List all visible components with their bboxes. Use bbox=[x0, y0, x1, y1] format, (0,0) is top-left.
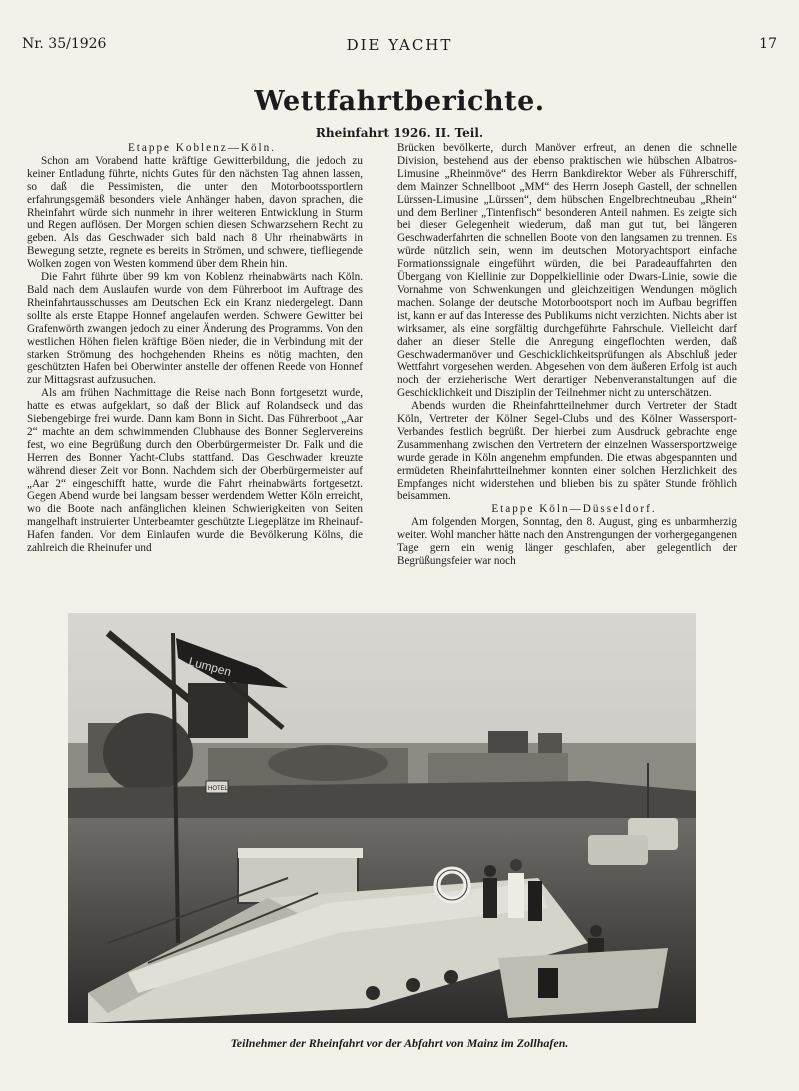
paragraph: Schon am Vorabend hatte kräftige Gewitterbildung, die jedoch zu keiner Entladung führte, nichts Gutes für den nächsten Tag ahnen lassen, so daß die Pessimisten, die unter den Motorbootssportlern erfahrungsgemäß besonders viele Anhänger haben, davon sprachen, die Rheinfahrt würde sich nunmehr in ihrer weiteren Entwicklung in Sturm und Regen auflösen. Der Morgen schien diesen Schwarzsehern Recht zu geben. Als das Geschwader sich bald nach 8 Uhr rheinabwärts in Bewegung setzte, regnete es bereits in Strömen, und schwere, tiefliegende Wolken zogen von Westen kommend über dem Rhein hin. bbox=[27, 154, 363, 271]
article-subtitle: Rheinfahrt 1926. II. Teil. bbox=[315, 126, 484, 140]
stage-heading: Etappe Koblenz—Köln. bbox=[127, 142, 277, 154]
magazine-name: DIE YACHT bbox=[346, 36, 453, 54]
left-text-column bbox=[27, 142, 363, 602]
photo-caption: Teilnehmer der Rheinfahrt vor der Abfahrt von Mainz im Zollhafen. bbox=[230, 1036, 569, 1050]
paragraph: Brücken bevölkerte, durch Manöver erfreut, an denen die schnelle Division, bestehend aus der ebenso praktischen wie hübschen Albatros-Limusine „Rheinmöve“ des Herrn Bankdirektor Weber als Führerschiff, dem Mainzer Schnellboot „MM“ des Herrn Joseph Gastell, der schnellen Lürssen-Limusine „Lürssen“, dem hübschen Engelbrechtneubau „Rhein“ und dem Berliner „Tintenfisch“ besonderen Anteil nahmen. Es zeigte sich bei dieser Gelegenheit wiederum, daß man gut tut, bei längeren Geschwaderfahrten die schnellen Boote von den langsamen zu trennen. Es würde nützlich sein, wenn im deutschen Motoryachtsport einfache Formationssignale eingeführt würden, die bei Paradeauffahrten den Übergang von Kiellinie zur Doppelkiellinie oder Dwars-Linie, sowie die Vornahme von Schwenkungen und gleichzeitigen Wendungen möglich machen. Solange der deutsche Motorbootsport noch im Aufbau begriffen ist, kann er auf das Interesse des Publikums nicht verzichten. Nichts aber ist wirksamer, als eine sorgfältig durchgeführte Fahrschule. Vielleicht darf daher an dieser Stelle die Anregung eingeflochten werden, daß Geschwadermanöver und Geschicklichkeitsprüfungen als Abschluß jeder Wettfahrt vorgesehen werden. Abgesehen von dem äußeren Erfolg ist auch noch der erzieherische Wert derartiger Nebenveranstaltungen auf die Geschicklichkeit und Disziplin der Teilnehmer nicht zu unterschätzen. bbox=[397, 142, 737, 400]
harbor-photo bbox=[68, 613, 696, 1023]
flag-text: Lumpen bbox=[187, 654, 233, 680]
article-title: Wettfahrtberichte. bbox=[254, 86, 545, 117]
page-number: 17 bbox=[759, 36, 777, 52]
sign-text: HOTEL bbox=[208, 786, 229, 792]
page-header bbox=[22, 36, 777, 56]
stage-heading: Etappe Köln—Düsseldorf. bbox=[491, 503, 657, 516]
right-text-column bbox=[397, 142, 737, 602]
paragraph: Am folgenden Morgen, Sonntag, den 8. August, ging es unbarmherzig weiter. Wohl mancher hätte nach den Anstrengungen der vorhergegangenen Tage gern ein wenig länger geschlafen, aber gelegentlich der Begrüßungsfeier war noch bbox=[397, 516, 737, 567]
harbor-photo-image bbox=[68, 613, 696, 1023]
paragraph: Abends wurden die Rheinfahrtteilnehmer durch Vertreter der Stadt Köln, Vertreter der Kölner Segel-Clubs und des Kölner Wassersport-Verbandes festlich begrüßt. Der hierbei zum Ausdruck gebrachte enge Zusammenhang zwischen den Vertretern der einzelnen Wassersportzweige wurde gerade in Köln angenehm empfunden. Die etwas abgespannten und ermüdeten Rheinfahrtteilnehmer konnten einer solchen Herzlichkeit des Empfanges nicht widerstehen und blieben bis zu später Stunde fröhlich beisammen. bbox=[397, 400, 737, 503]
paragraph: Die Fahrt führte über 99 km von Koblenz rheinabwärts nach Köln. Bald nach dem Auslaufen wurde von dem Führerboot im Auftrage des Rheinfahrtausschusses am Deutschen Eck ein Kranz niedergelegt. Dann sollte als erste Etappe Honnef angelaufen werden. Schwere Gewitter bei Grafenwörth zwangen jedoch zu einer Änderung des Programms. Von den westlichen Höhen fielen kräftige Böen nieder, die in Verbindung mit der starken Strömung des hochgehenden Rheins es nötig machten, den geschützten Hafen bei Oberwinter anstelle der offenen Reede von Honnef zur Mittagsrast aufzusuchen. bbox=[27, 271, 363, 387]
paragraph: Als am frühen Nachmittage die Reise nach Bonn fortgesetzt wurde, hatte es etwas aufgeklart, so daß der Blick auf Rolandseck und das Siebengebirge frei wurde. Dann kam Bonn in Sicht. Das Führerboot „Aar 2“ machte an dem schwimmenden Clubhause des Bonner Seglervereins fest, wo eine Begrüßung durch den Oberbürgermeister Dr. Falk und die Herren des Bonner Yacht-Clubs stattfand. Das Geschwader kreuzte während dieser Zeit vor Bonn. Nachdem sich der Oberbürgermeister auf „Aar 2“ eingeschifft hatte, wurde die Fahrt rheinabwärts fortgesetzt. Gegen Abend wurde bei langsam besser werdendem Wetter Köln erreicht, wo die Boote nach anfänglichen kleinen Schwierigkeiten von Seiten mangelhaft instruierter Unterbeamter geschützte Liegeplätze im Rheinauf-Hafen fanden. Vor dem Einlaufen wurde die Bevölkerung Kölns, die zahlreich die Rheinufer und bbox=[27, 387, 363, 555]
issue-number: Nr. 35/1926 bbox=[22, 36, 107, 52]
